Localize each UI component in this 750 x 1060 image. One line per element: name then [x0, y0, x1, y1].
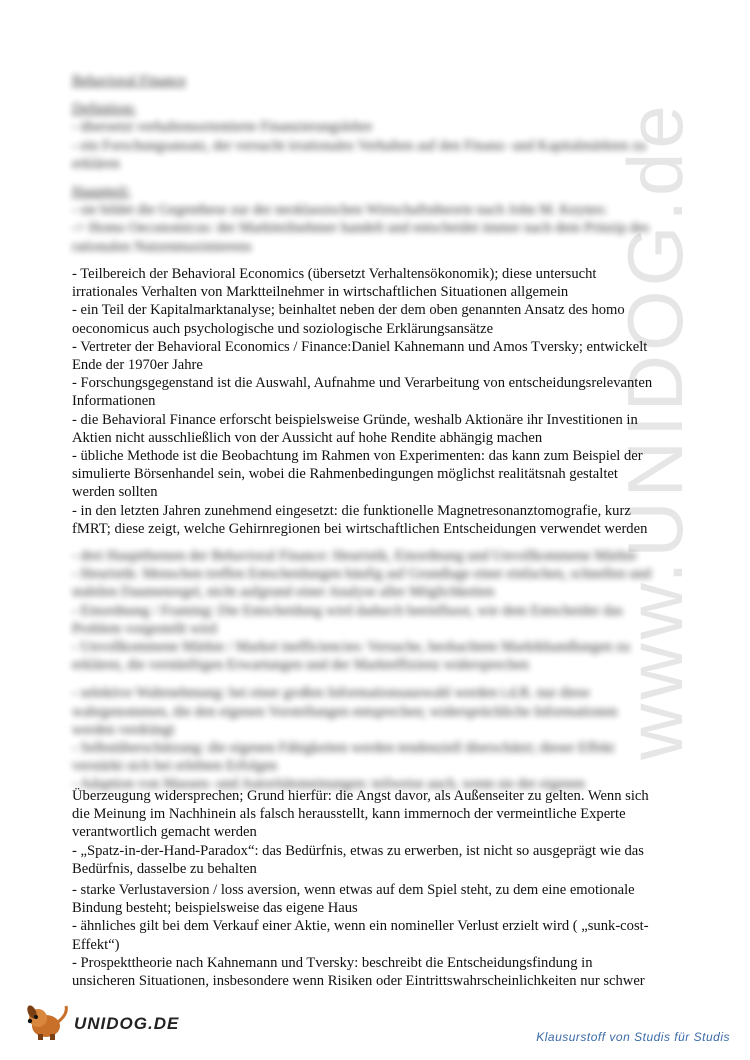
blurred-intro-section	[72, 72, 682, 256]
text-line: verantwortlich gemacht werden	[72, 824, 257, 841]
text-line: Effekt“)	[72, 936, 120, 953]
text-line: simulierte Börsenhandel sein, wobei die Rahmenbedingungen möglichst realitätsnah gestaltet	[72, 466, 618, 483]
text-line: - selektive Wahrnehmung: bei einer großen Informationsauswahl werden i.d.R. nur diese	[72, 685, 590, 702]
text-line: -> Homo Oeconomicus: der Marktteilnehmer handelt und entscheidet immer nach dem Prinzip des	[72, 220, 650, 237]
text-line: rationalen Nutzenmaximierens	[72, 238, 252, 255]
footer-tagline: Klausurstoff von Studis für Studis	[536, 1030, 730, 1044]
logo-text: UNIDOG.DE	[74, 1014, 180, 1033]
text-line: - „Spatz-in-der-Hand-Paradox“: das Bedürfnis, etwas zu erwerben, ist nicht so ausgeprägt wie das	[72, 842, 644, 859]
watermark-text: www.UNIDOG.de	[611, 101, 699, 760]
text-line: fMRT; diese zeigt, welche Gehirnregionen bei wirtschaftlichen Entscheidungen verwendet werden	[72, 520, 648, 537]
continued-text-section	[72, 787, 682, 878]
text-line: verstärkt sich bei erlebten Erfolgen	[72, 758, 278, 775]
text-line: irrationales Verhalten von Marktteilnehmer in wirtschaftlichen Situationen allgemein	[72, 284, 569, 301]
text-line	[72, 173, 682, 183]
text-line: Ende der 1970er Jahre	[72, 357, 203, 374]
text-line: werden verdrängt	[72, 721, 175, 738]
text-line	[72, 90, 682, 100]
text-line: - starke Verlustaversion / loss aversion, wenn etwas auf dem Spiel steht, zu dem eine emotionale	[72, 882, 635, 898]
text-line: - Unvollkommene Märkte / Market inefficiencies: Versuche, beobachtete Marktkhandlungen zu	[72, 639, 630, 656]
blurred-middle-section	[72, 537, 682, 794]
text-line: wahrgenommen, die den eigenen Vorstellungen entsprechen; widersprüchliche Informationen	[72, 703, 618, 720]
text-line: Hauptteil:	[72, 184, 131, 201]
text-line: Behavioral Finance	[72, 73, 186, 89]
dog-mascot-icon	[24, 1002, 72, 1042]
text-line: Aktien nicht ausschließlich von der Aussicht auf hohe Rendite abhängig machen	[72, 429, 543, 446]
text-line: - Selbstüberschätzung: die eigenen Fähigkeiten werden tendenziell überschätzt; dieser Effekt	[72, 740, 615, 757]
unidog-logo	[24, 1002, 180, 1042]
text-line: - Teilbereich der Behavioral Economics (übersetzt Verhaltensökonomik); diese untersucht	[72, 266, 597, 282]
text-line: - Prospekttheorie nach Kahnemann und Tversky: beschreibt die Entscheidungsfindung in	[72, 954, 593, 971]
text-line: - übliche Methode ist die Beobachtung im Rahmen von Experimenten: das kann zum Beispiel der	[72, 448, 643, 465]
text-line: stabilen Daumenregel, nicht aufgrund einer Analyse aller Möglichkeiten	[72, 584, 495, 601]
text-line: - Adaption von Massen- und Autoritätsmeinungen: teilweise auch, wenn sie der eigenen	[72, 776, 586, 793]
final-text-section	[72, 881, 682, 990]
text-line: - ein Teil der Kapitalmarktanalyse; beinhaltet neben der dem oben genannten Ansatz des homo	[72, 302, 625, 319]
text-line: Bindung besteht; beispielsweise das eigene Haus	[72, 900, 358, 917]
text-line: - übersetzt verhaltensorientierte Finanzierungslehre	[72, 119, 373, 136]
text-line: oeconomicus auch psychologische und soziologische Erklärungsansätze	[72, 320, 494, 337]
text-line: - Einordnung / Framing: Die Entscheidung wird dadurch beeinflusst, wie dem Entscheider das	[72, 602, 623, 619]
text-line: - die Behavioral Finance erforscht beispielsweise Gründe, weshalb Aktionäre ihr Investitionen in	[72, 411, 638, 428]
text-line	[72, 674, 682, 684]
main-text-section	[72, 265, 682, 538]
text-line: - in den letzten Jahren zunehmend eingesetzt: die funktionelle Magnetresonanztomografie, kurz	[72, 502, 631, 519]
text-line: - Vertreter der Behavioral Economics / Finance:Daniel Kahnemann und Amos Tversky; entwickelt	[72, 338, 648, 355]
text-line: werden sollten	[72, 484, 158, 501]
text-line: - ein Forschungsansatz, der versucht irrationales Verhalten auf den Finanz- und Kapitalmärkten zu	[72, 137, 646, 154]
text-line: Problem vorgestellt wird	[72, 620, 217, 637]
text-line: - drei Hauptthemen der Behavioral Finance: Heuristik, Einordnung und Unvollkommene Märkte	[72, 548, 637, 564]
text-line: - Heuristik: Menschen treffen Entscheidungen häufig auf Grundlage einer einfachen, schnellen und	[72, 566, 652, 583]
text-line	[72, 537, 682, 547]
text-line: erklären, die vernünftigen Erwartungen und der Markteffizienz widersprechen	[72, 657, 529, 674]
text-line: erklären	[72, 155, 120, 172]
text-line: Informationen	[72, 393, 156, 410]
text-line: - ähnliches gilt bei dem Verkauf einer Aktie, wenn ein nomineller Verlust erzielt wird ( „sunk-cost-	[72, 918, 649, 935]
text-line: - Forschungsgegenstand ist die Auswahl, Aufnahme und Verarbeitung von entscheidungsrelevanten	[72, 375, 653, 392]
text-line: Überzeugung widersprechen; Grund hierfür: die Angst davor, als Außenseiter zu gelten. Wenn sich	[72, 788, 649, 804]
text-line: - sie bildet die Gegenthese zur der neoklassischen Wirtschaftstheorie nach John M. Keynes:	[72, 202, 608, 219]
text-line: Definition:	[72, 101, 137, 118]
text-line: die Meinung im Nachhinein als falsch herausstellt, kann immernoch der vermeintliche Experte	[72, 806, 626, 823]
text-line: unsicheren Situationen, insbesondere wenn Risiken oder Eintrittswahrscheinlichkeiten nur schwer	[72, 973, 645, 990]
text-line: Bedürfnis, dasselbe zu behalten	[72, 860, 257, 877]
